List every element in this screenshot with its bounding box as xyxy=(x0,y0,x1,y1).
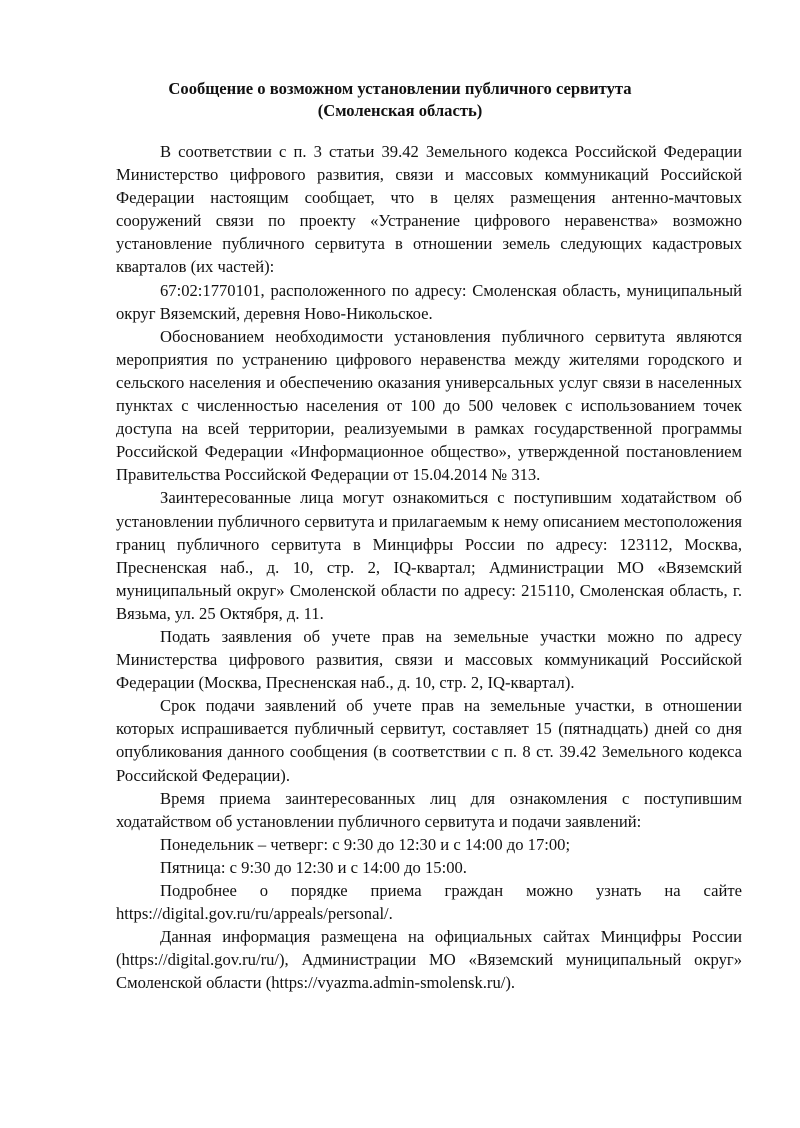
paragraph-legal-basis: В соответствии с п. 3 статьи 39.42 Земельного кодекса Российской Федерации Министерство цифрового развития, связи и массовых коммуникаций Российской Федерации настоящим сообщает, что в целях размещения антенно-мачтовых сооружений связи по проекту «Устранение цифрового неравенства» возможно установление публичного сервитута в отношении земель следующих кадастровых кварталов (их частей): xyxy=(116,142,742,277)
title-line-2: (Смоленская область) xyxy=(317,101,483,120)
paragraph-published-sites: Данная информация размещена на официальных сайтах Минцифры России (https://digital.gov.ru/ru/), Администрации МО «Вяземский муниципальный округ» Смоленской области (https://vyazma.admin-smolensk.ru/). xyxy=(116,927,742,993)
document-title xyxy=(60,78,740,122)
paragraph-more-info: Подробнее о порядке приема граждан можно узнать на сайте https://digital.gov.ru/ru/appeals/personal/. xyxy=(116,881,742,924)
paragraph-cadastral-quarter: 67:02:1770101, расположенного по адресу: Смоленская область, муниципальный округ Вяземский, деревня Ново-Никольское. xyxy=(116,280,742,323)
document-body xyxy=(116,140,742,994)
paragraph-deadline: Срок подачи заявлений об учете прав на земельные участки, в отношении которых испрашивается публичный сервитут, составляет 15 (пятнадцать) дней со дня опубликования данного сообщения (в соответствии с п. 8 ст. 39.42 Земельного кодекса Российской Федерации). xyxy=(116,696,742,785)
paragraph-justification: Обоснованием необходимости установления публичного сервитута являются мероприятия по устранению цифрового неравенства между жителями городского и сельского населения и обеспечению оказания универсальных услуг связи в населенных пунктах с численностью населения от 100 до 500 человек с использованием точек доступа на всей территории, реализуемыми в рамках государственной программы Российской Федерации «Информационное общество», утвержденной постановлением Правительства Российской Федерации от 15.04.2014 № 313. xyxy=(116,326,742,485)
schedule-mon-thu: Понедельник – четверг: с 9:30 до 12:30 и с 14:00 до 17:00; xyxy=(160,834,571,854)
paragraph-reception-time: Время приема заинтересованных лиц для ознакомления с поступившим ходатайством об установлении публичного сервитута и подачи заявлений: xyxy=(116,788,742,831)
title-line-1: Сообщение о возможном установлении публичного сервитута xyxy=(168,79,632,98)
paragraph-application-address: Подать заявления об учете прав на земельные участки можно по адресу Министерства цифрового развития, связи и массовых коммуникаций Российской Федерации (Москва, Пресненская наб., д. 10, стр. 2, IQ-квартал). xyxy=(116,626,742,693)
schedule-friday: Пятница: с 9:30 до 12:30 и с 14:00 до 15:00. xyxy=(160,857,467,877)
paragraph-review-locations: Заинтересованные лица могут ознакомиться с поступившим ходатайством об установлении публичного сервитута и прилагаемым к нему описанием местоположения границ публичного сервитута в Минцифры России по адресу: 123112, Москва, Пресненская наб., д. 10, стр. 2, IQ-квартал; Администрации МО «Вяземский муниципальный округ» Смоленской области по адресу: 215110, Смоленская область, г. Вязьма, ул. 25 Октября, д. 11. xyxy=(116,488,742,623)
